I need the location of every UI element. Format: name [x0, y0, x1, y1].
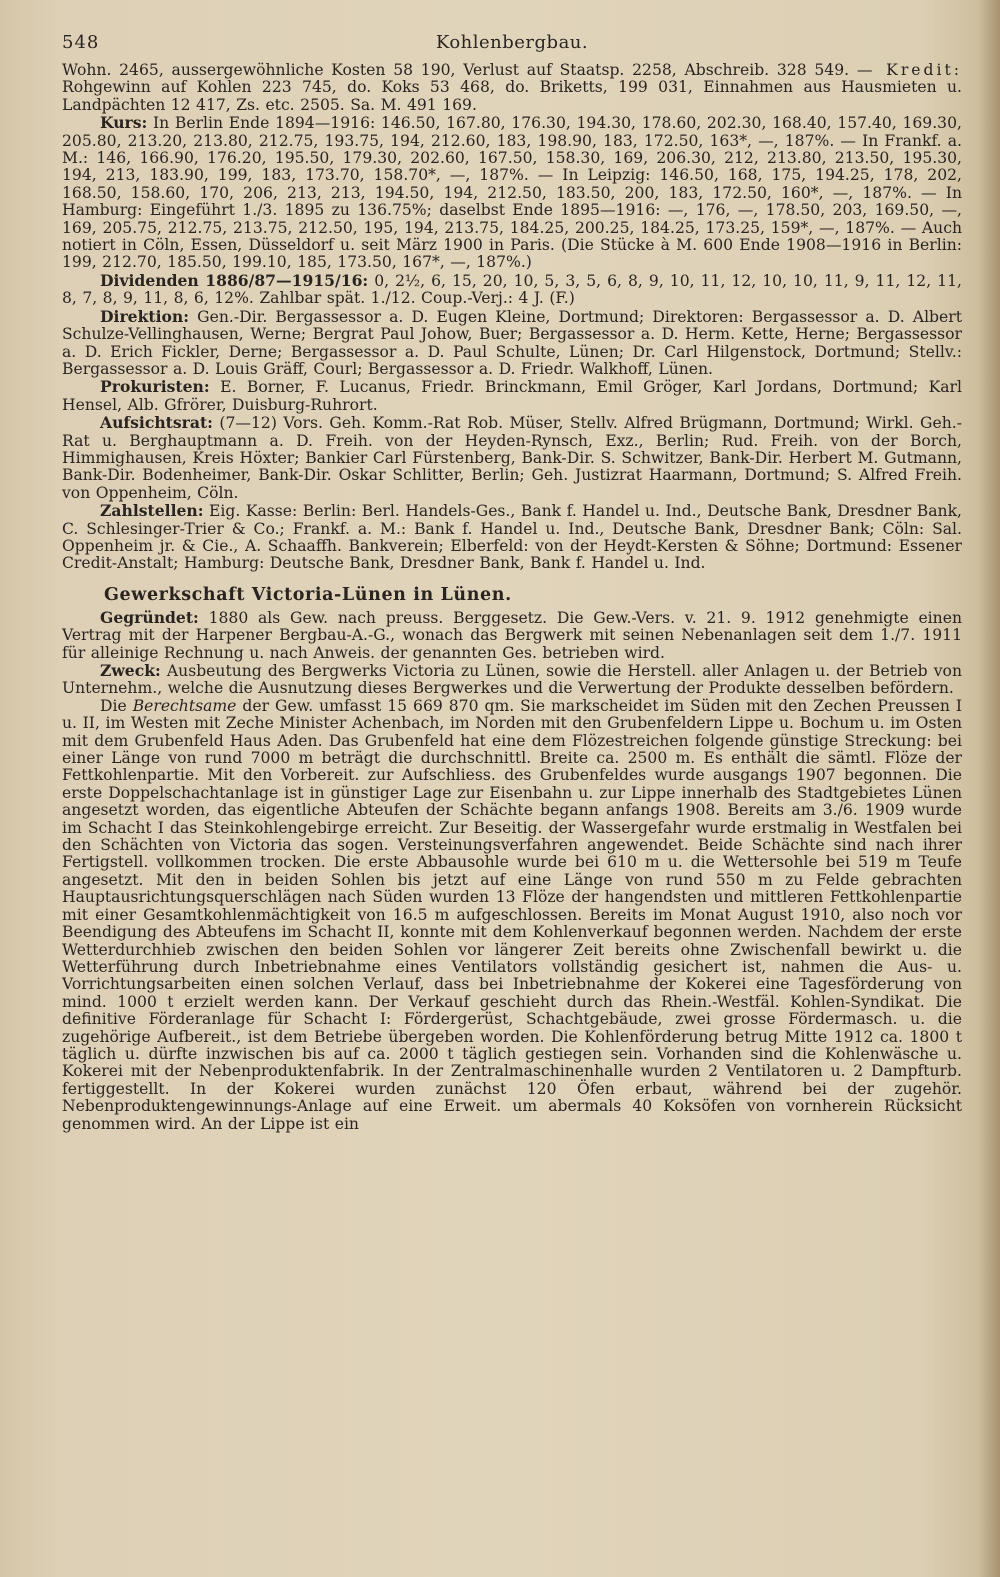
dividenden-text: 0, 2½, 6, 15, 20, 10, 5, 3, 5, 6, 8, 9, 10, 11, 12, 10, 10, 11, 9, 11, 12, 11, 8, 7, 8, 9, 11, 8, 6, 12%. Zahlbar spät. 1./12. Coup.-Verj.: 4 J. (F.)	[62, 271, 962, 308]
section-victoria-luenen	[62, 585, 962, 1133]
paragraph-zweck	[62, 662, 962, 698]
kredit-text: Rohgewinn auf Kohlen 223 745, do. Koks 53 468, do. Briketts, 199 031, Einnahmen aus Hausmieten u. Landpächten 12 417, Zs. etc. 2505. Sa. M. 491 169.	[62, 78, 962, 114]
zahlstellen-text: Eig. Kasse: Berlin: Berl. Handels-Ges., Bank f. Handel u. Ind., Deutsche Bank, Dresdner Bank, C. Schlesinger-Trier & Co.; Frankf. a. M.: Bank f. Handel u. Ind., Deutsche Bank, Dresdner Bank; Cöln: Sal. Oppenheim jr. & Cie., A. Schaaffh. Bankverein; Elberfeld: von der Heydt-Kersten & Söhne; Dortmund: Essener Credit-Anstalt; Hamburg: Deutsche Bank, Dresdner Bank, Bank f. Handel u. Ind.	[62, 502, 962, 573]
section-previous-company	[62, 62, 962, 573]
zweck-label: Zweck:	[100, 661, 161, 680]
gegruendet-label: Gegründet:	[100, 607, 199, 627]
gegruendet-text: 1880 als Gew. nach preuss. Berggesetz. Die Gew.-Vers. v. 21. 9. 1912 genehmigte einen Vertrag mit der Harpener Bergbau-A.-G., wonach das Bergwerk mit seinen Nebenanlagen seit dem 1./7. 1911 für alleinige Rechnung u. nach Anweis. der genannten Ges. betrieben wird.	[62, 608, 962, 662]
balance-text: Wohn. 2465, aussergewöhnliche Kosten 58 190, Verlust auf Staatsp. 2258, Abschreib. 328 549.	[62, 61, 850, 79]
paragraph-zahlstellen	[62, 502, 962, 573]
berechtsame-text: der Gew. umfasst 15 669 870 qm. Sie markscheidet im Süden mit den Zechen Preussen I u. II, im Westen mit Zeche Minister Achenbach, im Norden mit den Grubenfeldern Lippe u. Bochum u. im Osten mit dem Grubenfeld Haus Aden. Das Grubenfeld hat eine dem Flözestreichen folgende günstige Streckung: bei einer Länge von rund 7000 m beträgt die durchschnittl. Breite ca. 2500 m. Es enthält die sämtl. Flöze der Fettkohlenpartie. Mit den Vorbereit. zur Aufschliess. des Grubenfeldes wurde ausgangs 1907 begonnen. Die erste Doppelschachtanlage ist in günstiger Lage zur Eisenbahn u. zur Lippe innerhalb des Stadtgebietes Lünen angesetzt worden, das eigentliche Abteufen der Schächte begann anfangs 1908. Bereits am 3./6. 1909 wurde im Schacht I das Steinkohlengebirge erreicht. Zur Beseitig. der Wassergefahr wurde erstmalig in Westfalen bei den Schächten von Victoria das sogen. Versteinungsverfahren angewendet. Beide Schächte sind nach ihrer Fertigstell. vollkommen trocken. Die erste Abbausohle wurde bei 610 m u. die Wettersohle bei 519 m Teufe angesetzt. Mit den in beiden Sohlen bis jetzt auf eine Länge von rund 550 m zu Felde gebrachten Hauptausrichtungsquerschlägen nach Süden wurden 13 Flöze der hangendsten und mittleren Fettkohlenpartie mit einer Gesamtkohlenmächtigkeit von 16.5 m aufgeschlossen. Bereits im Monat August 1910, also noch vor Beendigung des Abteufens im Schacht II, konnte mit dem Kohlenverkauf begonnen werden. Nachdem der erste Wetterdurchhieb zwischen den beiden Sohlen vor längerer Zeit bereits ohne Zwischenfall bewirkt u. die Wetterführung durch Inbetriebnahme eines Ventilators vollständig gesichert ist, nahmen die Aus- u. Vorrichtungsarbeiten einen solchen Verlauf, dass bei Inbetriebnahme der Kokerei eine Tagesförderung von mind. 1000 t erzielt werden kann. Der Verkauf geschieht durch das Rhein.-Westfäl. Kohlen-Syndikat. Die definitive Förderanlage für Schacht I: Fördergerüst, Schachtgebäude, zwei grosse Fördermasch. u. die zugehörige Aufbereit., ist dem Betriebe übergeben worden. Die Kohlenförderung betrug Mitte 1912 ca. 1800 t täglich u. dürfte inzwischen bis auf ca. 2000 t täglich gestiegen sein. Vorhanden sind die Kohlenwäsche u. Kokerei mit der Nebenproduktenfabrik. In der Zentralmaschinenhalle wurden 2 Ventilatoren u. 2 Dampfturb. fertiggestellt. In der Kokerei wurden zunächst 120 Öfen erbaut, während bei der zugehör. Nebenproduktengewinnungs-Anlage auf eine Erweit. um abermals 40 Koksöfen von vornherein Rücksicht genommen wird. An der Lippe ist ein	[62, 696, 962, 1133]
berechtsame-lead: Die	[100, 696, 127, 715]
paragraph-berechtsame	[62, 698, 962, 1133]
prokuristen-label: Prokuristen:	[100, 377, 210, 397]
kurs-label: Kurs:	[100, 113, 148, 133]
kredit-label: — Kredit:	[856, 61, 962, 79]
page-edge-shadow	[978, 0, 1000, 1577]
direktion-label: Direktion:	[100, 306, 190, 326]
direktion-text: Gen.-Dir. Bergassessor a. D. Eugen Kleine, Dortmund; Direktoren: Bergassessor a. D. Albert Schulze-Vellinghausen, Werne; Bergrat Paul Johow, Buer; Bergassessor a. D. Herm. Kette, Herne; Bergassessor a. D. Erich Fickler, Derne; Bergassessor a. D. Paul Schulte, Lünen; Dr. Carl Hilgenstock, Dortmund; Stellv.: Bergassessor a. D. Louis Gräff, Courl; Bergassessor a. D. Friedr. Walkhoff, Lünen.	[62, 307, 962, 378]
aufsichtsrat-label: Aufsichtsrat:	[100, 413, 213, 433]
dividenden-label: Dividenden 1886/87—1915/16:	[100, 270, 369, 290]
paragraph-prokuristen	[62, 378, 962, 414]
berechtsame-word: Berechtsame	[132, 696, 237, 715]
paragraph-balance	[62, 62, 962, 114]
kurs-text: In Berlin Ende 1894—1916: 146.50, 167.80, 176.30, 194.30, 178.60, 202.30, 168.40, 157.40, 169.30, 205.80, 213.20, 213.80, 212.75, 193.75, 194, 212.60, 183, 198.90, 183, 172.50, 163*, —, 187%. — In Frankf. a. M.: 146, 166.90, 176.20, 195.50, 179.30, 202.60, 167.50, 158.30, 169, 206.30, 212, 213.80, 213.50, 195.30, 194, 213, 183.90, 199, 183, 173.70, 158.70*, —, 187%. — In Leipzig: 146.50, 168, 175, 194.25, 178, 202, 168.50, 158.60, 170, 206, 213, 213, 194.50, 194, 212.50, 183.50, 200, 183, 172.50, 160*, —, 187%. — In Hamburg: Eingeführt 1./3. 1895 zu 136.75%; daselbst Ende 1895—1916: —, 176, —, 178.50, 203, 169.50, —, 169, 205.75, 212.75, 213.75, 212.50, 195, 194, 213.75, 184.25, 200.25, 184.25, 173.25, 159*, —, 187%. — Auch notiert in Cöln, Essen, Düsseldorf u. seit März 1900 in Paris. (Die Stücke à M. 600 Ende 1908—1916 in Berlin: 199, 212.70, 185.50, 199.10, 185, 173.50, 167*, —, 187%.)	[62, 114, 962, 272]
paragraph-dividenden	[62, 272, 962, 308]
paragraph-kurs	[62, 114, 962, 272]
prokuristen-text: E. Borner, F. Lucanus, Friedr. Brinckmann, Emil Gröger, Karl Jordans, Dortmund; Karl Hensel, Alb. Gfrörer, Duisburg-Ruhrort.	[62, 378, 962, 414]
page-number: 548	[62, 32, 100, 53]
paragraph-gegruendet	[62, 609, 962, 662]
paragraph-aufsichtsrat	[62, 414, 962, 502]
paragraph-direktion	[62, 308, 962, 379]
aufsichtsrat-text: (7—12) Vors. Geh. Komm.-Rat Rob. Müser, Stellv. Alfred Brügmann, Dortmund; Wirkl. Geh.-Rat u. Berghauptmann a. D. Freih. von der Heyden-Rynsch, Exz., Berlin; Rud. Freih. von der Borch, Himmighausen, Kreis Höxter; Bankier Carl Fürstenberg, Bank-Dir. S. Schwitzer, Bank-Dir. Herbert M. Gutmann, Bank-Dir. Bodenheimer, Bank-Dir. Oskar Schlitter, Berlin; Geh. Justizrat Haarmann, Dortmund; S. Alfred Freih. von Oppenheim, Cöln.	[62, 414, 962, 502]
page-header	[62, 22, 962, 62]
zahlstellen-label: Zahlstellen:	[100, 501, 204, 521]
running-title: Kohlenbergbau.	[435, 32, 589, 53]
zweck-text: Ausbeutung des Bergwerks Victoria zu Lünen, sowie die Herstell. aller Anlagen u. der Betrieb von Unternehm., welche die Ausnutzung dieses Bergwerkes und die Verwertung der Produkte desselben befördern.	[62, 662, 962, 698]
company-heading: Gewerkschaft Victoria-Lünen in Lünen.	[104, 584, 512, 605]
